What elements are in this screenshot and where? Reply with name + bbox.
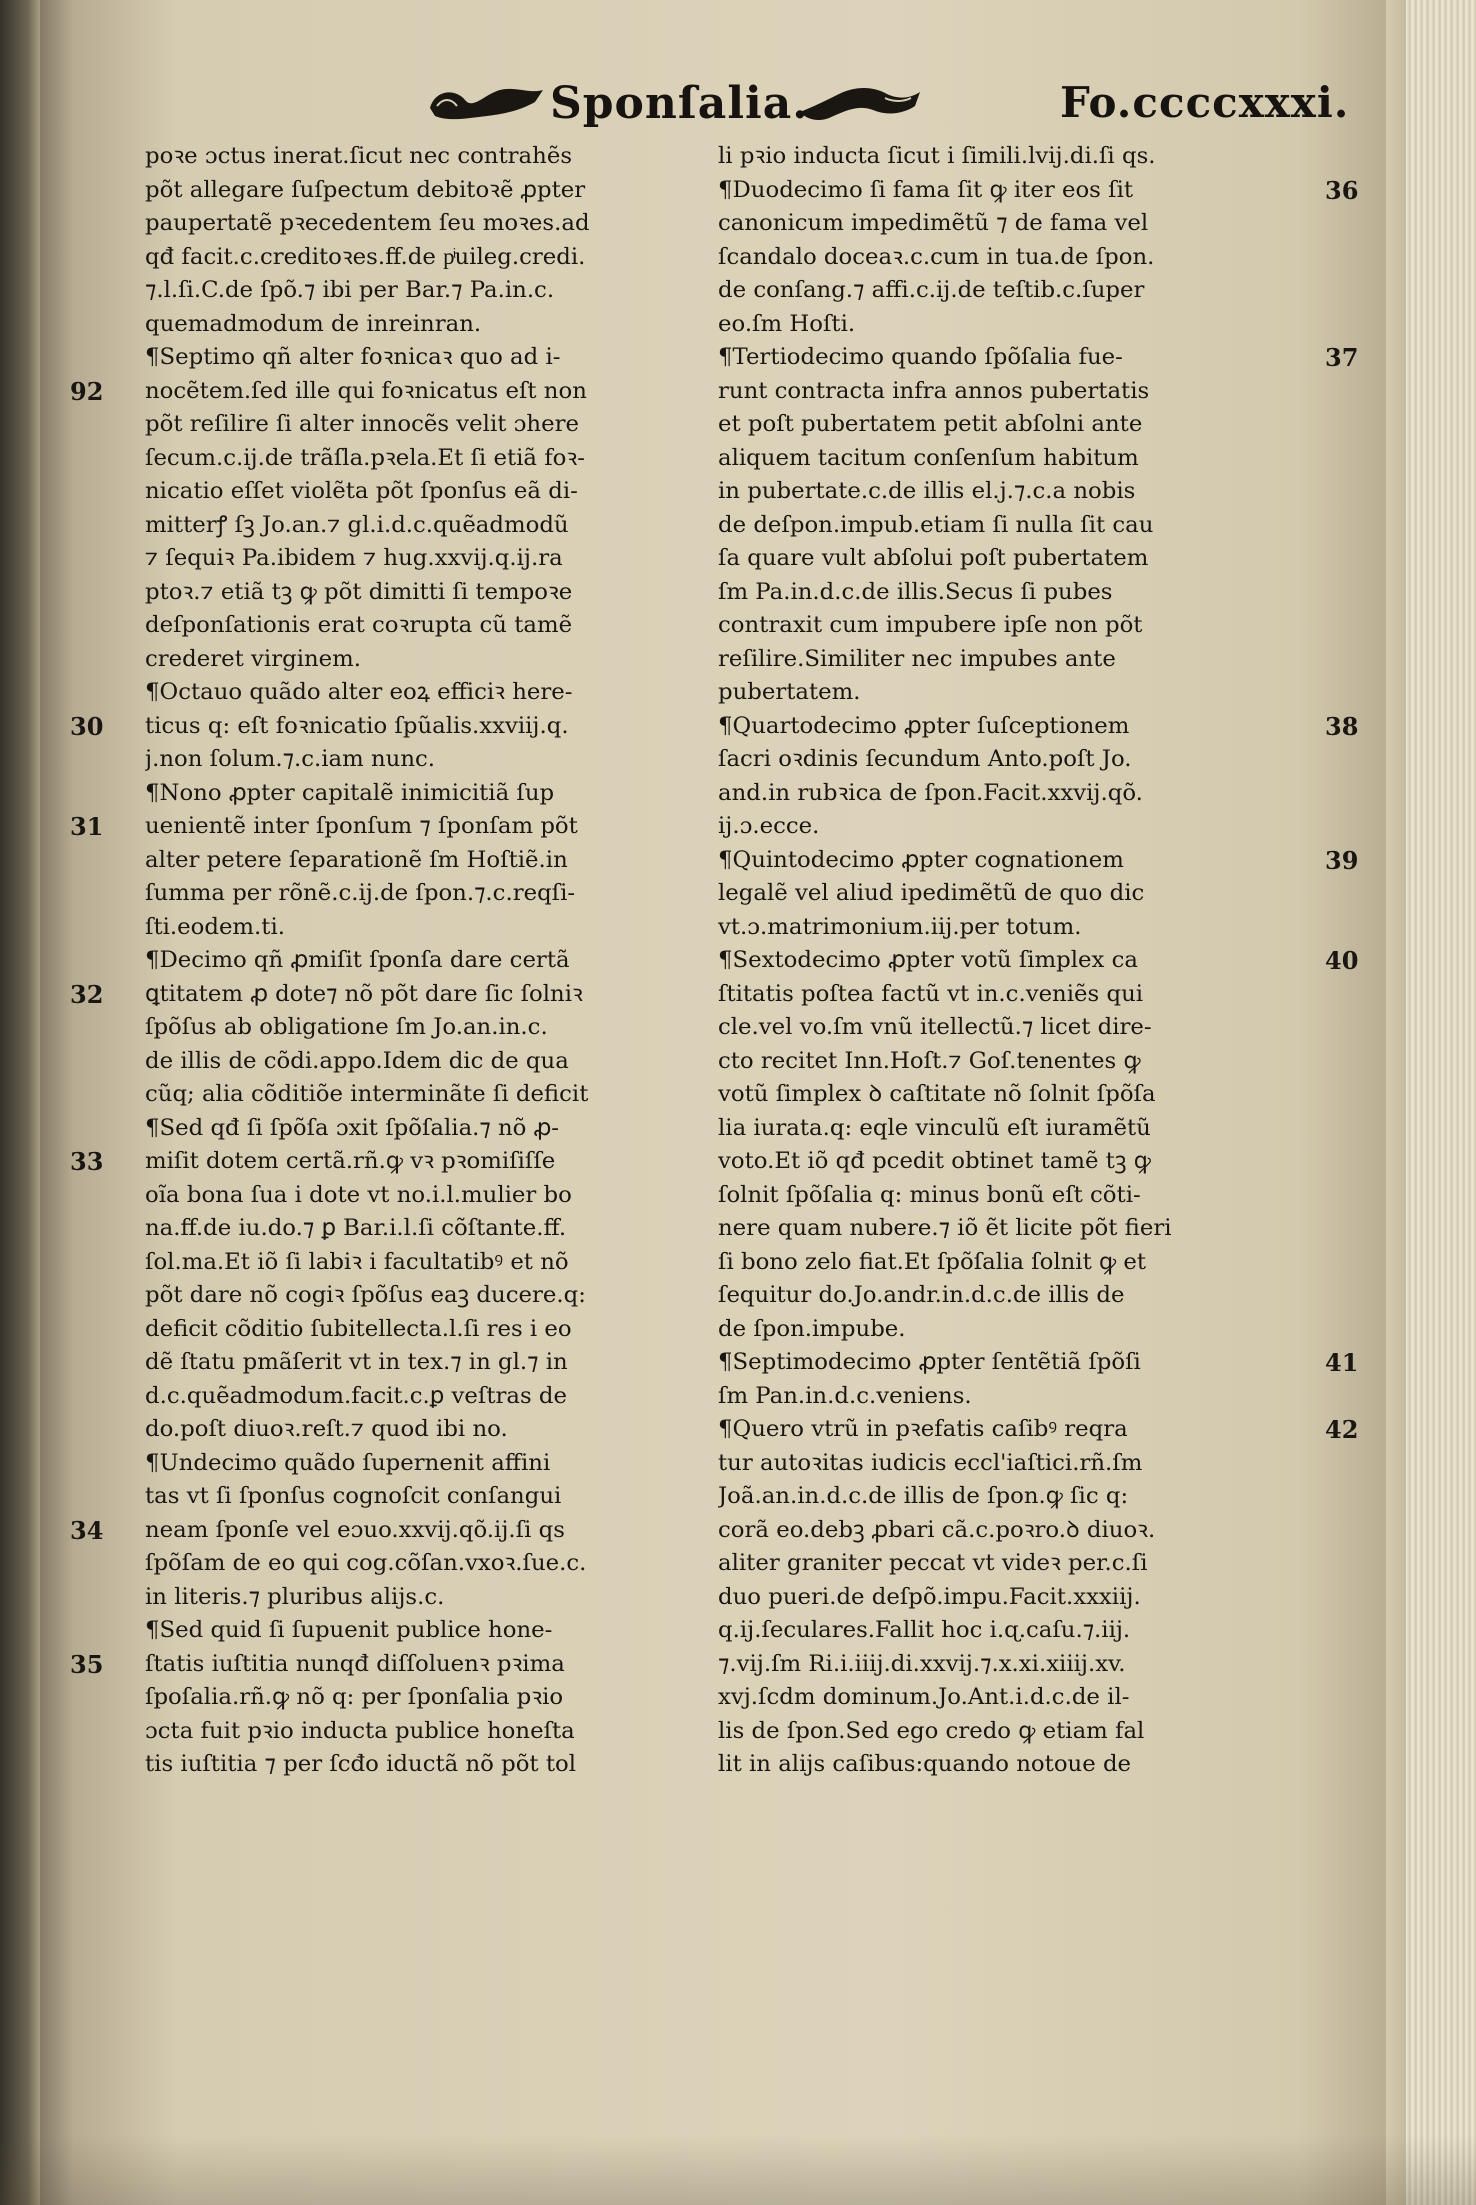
- text-line: runt contracta infra annos pubertatis: [718, 377, 1150, 404]
- text-line: voto.Et iõ qđ pcedit obtinet tamẽ tꝫ ꝙ: [718, 1148, 1151, 1174]
- text-line: crederet virginem.: [145, 645, 362, 672]
- text-line: ¶Septimo qñ alter foꝛnicaꝛ quo ad i-: [145, 344, 561, 370]
- text-line: nicatio eſſet violẽta põt ſponſus eã di-: [145, 478, 578, 504]
- page-bottom-shade: [0, 2135, 1476, 2205]
- text-line: lit in alijs caſibus:quando notoue de: [718, 1751, 1132, 1777]
- text-line: nocẽtem.ſed ille qui foꝛnicatus eſt non: [145, 377, 587, 404]
- text-line: ſol.ma.Et iõ ſi labiꝛ i facultatibꝰ et nõ: [145, 1248, 569, 1275]
- margin-number: 35: [70, 1649, 104, 1679]
- text-line: ticus q: eſt foꝛnicatio ſpũalis.xxviij.q.: [145, 712, 569, 739]
- text-line: miſit dotem certã.rñ.ꝙ vꝛ pꝛomiſiſſe: [145, 1148, 556, 1174]
- text-line: xvj.ſcdm dominum.Jo.Ant.i.d.c.de il-: [718, 1684, 1130, 1710]
- margin-number: 40: [1325, 946, 1359, 975]
- text-line: põt dare nõ cogiꝛ ſpõſus eaꝫ ducere.q:: [145, 1282, 586, 1308]
- text-line: ſi bono zelo fiat.Et ſpõſalia ſolnit ꝙ et: [718, 1248, 1147, 1275]
- text-line: aliquem tacitum conſenſum habitum: [718, 444, 1139, 471]
- text-line: ⁊.vij.ſm Ri.i.iiij.di.xxvij.⁊.x.xi.xiiij.xv.: [718, 1650, 1126, 1677]
- text-line: li pꝛio inducta ſicut i ſimili.lvij.di.ſi qs.: [718, 143, 1156, 169]
- text-line: canonicum impedimẽtũ ⁊ de fama vel: [718, 210, 1149, 236]
- text-line: ¶Septimodecimo ꝓpter ſentẽtiã ſpõſi: [718, 1349, 1141, 1375]
- margin-number: 33: [70, 1147, 104, 1176]
- margin-number: 30: [70, 711, 104, 741]
- text-line: legalẽ vel aliud ipedimẽtũ de quo dic: [718, 880, 1145, 906]
- text-line: reſilire.Similiter nec impubes ante: [718, 645, 1116, 672]
- text-line: vt.ɔ.matrimonium.iij.per totum.: [718, 913, 1082, 940]
- text-line: poꝛe ɔctus inerat.ſicut nec contrahẽs: [145, 143, 573, 169]
- text-line: contraxit cum impubere ipſe non põt: [718, 612, 1143, 638]
- margin-number: 34: [70, 1515, 104, 1545]
- text-line: ſpõſus ab obligatione ſm Jo.an.in.c.: [145, 1014, 548, 1040]
- text-line: ſtitatis poſtea factũ vt in.c.veniẽs qui: [718, 980, 1144, 1007]
- margin-number: 31: [70, 812, 104, 841]
- text-line: ſcandalo doceaꝛ.c.cum in tua.de ſpon.: [718, 243, 1155, 270]
- text-line: eo.ſm Hoſti.: [718, 310, 856, 337]
- text-line: alter petere ſeparationẽ ſm Hoſtiẽ.in: [145, 846, 568, 873]
- text-line: aliter graniter peccat vt videꝛ per.c.ſi: [718, 1550, 1148, 1576]
- text-line: ſacri oꝛdinis ſecundum Anto.poſt Jo.: [718, 746, 1132, 772]
- margin-number: 41: [1325, 1348, 1359, 1377]
- text-line: duo pueri.de deſpõ.impu.Facit.xxxiij.: [718, 1583, 1141, 1610]
- text-line: ¶Octauo quãdo alter eoꝝ efficiꝛ here-: [145, 679, 573, 705]
- text-line: lia iurata.q: eqle vinculũ eſt iuramẽtũ: [718, 1114, 1151, 1141]
- text-line: ¶Sed quid ſi ſupuenit publice hone-: [145, 1617, 553, 1643]
- text-line: j.non ſolum.⁊.c.iam nunc.: [145, 746, 436, 772]
- text-line: ⁊.l.ſi.C.de ſpõ.⁊ ibi per Bar.⁊ Pa.in.c.: [145, 277, 555, 303]
- text-line: ſequitur do.Jo.andr.in.d.c.de illis de: [718, 1282, 1125, 1308]
- text-line: et poſt pubertatem petit abſolni ante: [718, 411, 1143, 437]
- text-line: ſm Pan.in.d.c.veniens.: [718, 1382, 972, 1409]
- right-text-column: [718, 140, 1318, 1782]
- left-text-column: [145, 140, 705, 1782]
- running-head-title: Sponſalia.: [550, 78, 809, 129]
- text-line: qđ facit.c.creditoꝛes.ff.de pͥuileg.credi.: [145, 243, 586, 270]
- folio-number: Fo.ccccxxxi.: [1060, 78, 1350, 127]
- text-line: ¶Quero vtrũ in pꝛefatis caſibꝰ reqra: [718, 1416, 1128, 1442]
- text-line: and.in rubꝛica de ſpon.Facit.xxvij.qõ.: [718, 779, 1143, 806]
- text-line: ſtatis iuſtitia nunqđ diſſoluenꝛ pꝛima: [145, 1650, 565, 1677]
- text-line: de illis de cõdi.appo.Idem dic de qua: [145, 1047, 569, 1074]
- text-line: mitterꝭ ſꝫ Jo.an.⁊ gl.i.d.c.quẽadmodũ: [145, 511, 569, 538]
- text-line: deſponſationis erat coꝛrupta cũ tamẽ: [145, 612, 573, 638]
- text-line: lis de ſpon.Sed ego credo ꝙ etiam fal: [718, 1717, 1145, 1744]
- text-line: ¶Decimo qñ ꝓmiſit ſponſa dare certã: [145, 947, 570, 973]
- text-line: ¶Sed qđ ſi ſpõſa ɔxit ſpõſalia.⁊ nõ ꝓ-: [145, 1114, 560, 1141]
- page-stack-edge: [1406, 0, 1476, 2205]
- text-line: põt reſilire ſi alter innocẽs velit ɔhere: [145, 411, 579, 437]
- margin-number: 39: [1325, 845, 1359, 875]
- text-line: de conſang.⁊ affi.c.ij.de teſtib.c.ſuper: [718, 277, 1145, 303]
- text-line: ¶Quartodecimo ꝓpter ſuſceptionem: [718, 712, 1130, 739]
- text-line: tis iuſtitia ⁊ per ſcđo iductã nõ põt tol: [145, 1751, 577, 1777]
- text-line: cle.vel vo.ſm vnũ itellectũ.⁊ licet dire-: [718, 1014, 1152, 1040]
- text-line: quemadmodum de inreinran.: [145, 310, 482, 337]
- text-line: de deſpon.impub.etiam ſi nulla ſit cau: [718, 511, 1154, 538]
- text-line: uenientẽ inter ſponſum ⁊ ſponſam põt: [145, 813, 578, 839]
- text-line: deficit cõditio ſubitellecta.l.ſi res i eo: [145, 1315, 572, 1342]
- right-ornament-icon: [795, 80, 925, 130]
- text-line: neam ſponſe vel eɔuo.xxvij.qõ.ij.ſi qs: [145, 1516, 565, 1543]
- text-line: ¶Tertiodecimo quando ſpõſalia fue-: [718, 344, 1123, 370]
- text-line: paupertatẽ pꝛecedentem ſeu moꝛes.ad: [145, 210, 590, 236]
- text-line: dẽ ſtatu pmãſerit vt in tex.⁊ in gl.⁊ in: [145, 1349, 568, 1375]
- text-line: ſti.eodem.ti.: [145, 913, 285, 940]
- text-line: tur autoꝛitas iudicis eccl'iaſtici.rñ.ſm: [718, 1449, 1143, 1476]
- text-line: põt allegare ſuſpectum debitoꝛẽ ꝓpter: [145, 176, 586, 203]
- page-edge-shadow: [1386, 0, 1406, 2205]
- margin-number: 42: [1325, 1415, 1359, 1444]
- margin-number: 38: [1325, 711, 1359, 741]
- text-line: nere quam nubere.⁊ iõ ẽt licite põt fieri: [718, 1215, 1172, 1241]
- text-line: ſm Pa.in.d.c.de illis.Secus ſi pubes: [718, 578, 1113, 605]
- left-ornament-icon: [425, 80, 550, 130]
- text-line: cto recitet Inn.Hoſt.⁊ Goſ.tenentes ꝙ: [718, 1047, 1141, 1074]
- text-line: d.c.quẽadmodum.facit.c.ꝑ veſtras de: [145, 1382, 567, 1409]
- text-line: ¶Sextodecimo ꝓpter votũ ſimplex ca: [718, 947, 1139, 973]
- text-line: in literis.⁊ pluribus alijs.c.: [145, 1583, 445, 1610]
- text-line: q.ij.ſeculares.Fallit hoc i.ɋ.caſu.⁊.iij.: [718, 1617, 1131, 1643]
- text-line: ſpõſam de eo qui cog.cõſan.vxoꝛ.ſue.c.: [145, 1550, 587, 1576]
- text-line: Joã.an.in.d.c.de illis de ſpon.ꝙ ſic q:: [718, 1483, 1129, 1509]
- text-line: ⁊ ſequiꝛ Pa.ibidem ⁊ hug.xxvij.q.ij.ra: [145, 545, 563, 571]
- margin-number: 32: [70, 979, 104, 1009]
- text-line: ꝗtitatem ꝓ dote⁊ nõ põt dare ſic ſolniꝛ: [145, 980, 583, 1007]
- text-line: ſecum.c.ij.de trãſla.pꝛela.Et ſi etiã foꝛ-: [145, 444, 585, 471]
- text-line: de ſpon.impube.: [718, 1315, 906, 1342]
- text-line: corã eo.debꝫ ꝓbari cã.c.poꝛro.ꝺ diuoꝛ.: [718, 1516, 1156, 1543]
- text-line: do.poſt diuoꝛ.reſt.⁊ quod ibi no.: [145, 1416, 508, 1442]
- text-line: ¶Nono ꝓpter capitalẽ inimicitiã ſup: [145, 779, 555, 806]
- text-line: votũ ſimplex ꝺ caſtitate nõ ſolnit ſpõſa: [718, 1081, 1156, 1107]
- text-line: oĩa bona ſua i dote vt no.i.l.mulier bo: [145, 1181, 572, 1208]
- text-line: ¶Quintodecimo ꝓpter cognationem: [718, 846, 1124, 873]
- text-line: in pubertate.c.de illis el.j.⁊.c.a nobis: [718, 478, 1136, 504]
- text-line: ij.ɔ.ecce.: [718, 813, 820, 839]
- margin-number: 92: [70, 376, 104, 406]
- text-line: tas vt ſi ſponſus cognoſcit conſangui: [145, 1483, 562, 1509]
- book-gutter: [0, 0, 40, 2205]
- text-line: ¶Undecimo quãdo ſupernenit affini: [145, 1449, 551, 1476]
- text-line: ſa quare vult abſolui poſt pubertatem: [718, 545, 1149, 571]
- text-line: ſumma per rõnẽ.c.ij.de ſpon.⁊.c.reqſi-: [145, 880, 576, 906]
- text-line: cũq; alia cõditiõe interminãte ſi deficit: [145, 1081, 589, 1107]
- text-line: ſolnit ſpõſalia q: minus bonũ eſt cõti-: [718, 1181, 1141, 1208]
- margin-number: 37: [1325, 343, 1359, 372]
- text-line: ſpoſalia.rñ.ꝙ nõ q: per ſponſalia pꝛio: [145, 1684, 564, 1710]
- text-line: ptoꝛ.⁊ etiã tꝫ ꝙ põt dimitti ſi tempoꝛe: [145, 578, 573, 605]
- text-line: na.ff.de iu.do.⁊ ꝑ Bar.i.l.ſi cõſtante.ff.: [145, 1215, 567, 1241]
- text-line: ɔcta fuit pꝛio inducta publice honeſta: [145, 1717, 575, 1744]
- text-line: pubertatem.: [718, 679, 861, 705]
- margin-number: 36: [1325, 175, 1359, 205]
- text-line: ¶Duodecimo ſi fama ſit ꝙ iter eos ſit: [718, 176, 1134, 203]
